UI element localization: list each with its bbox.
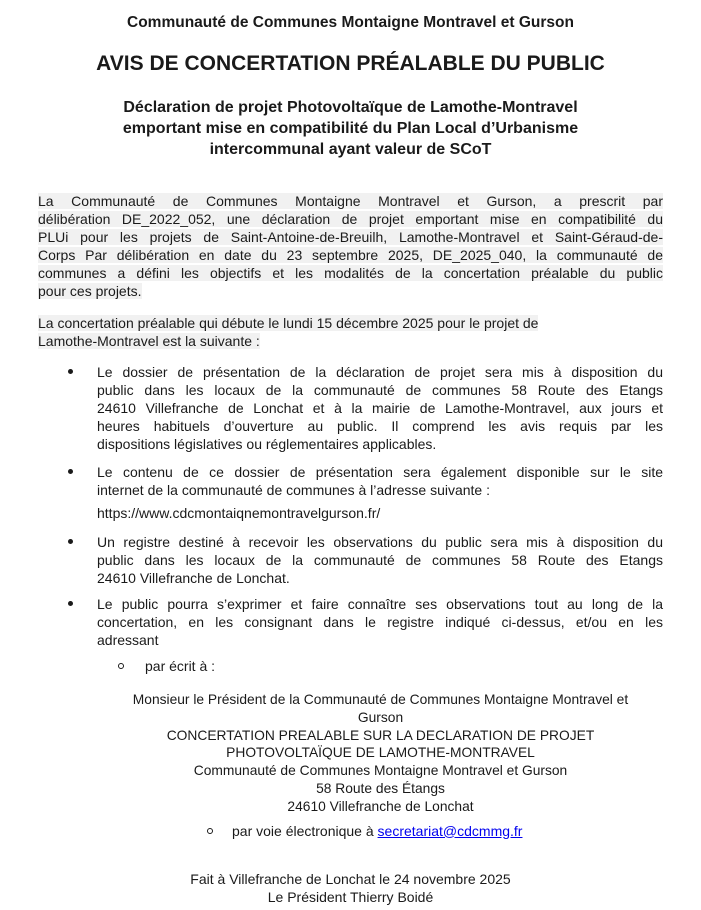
highlighted-text: Lamothe-Montravel est la suivante :	[38, 333, 260, 349]
address-line: Monsieur le Président de la Communauté de Communes Montaigne Montravel et	[132, 692, 629, 707]
signature-name-line: Le Président Thierry Boidé	[267, 888, 434, 905]
sub-bullet-label: par voie électronique à	[232, 822, 378, 839]
address-line: CONCERTATION PREALABLE SUR LA DECLARATION DE PROJET	[166, 727, 595, 743]
text-line: 24610 Villefranche de Lonchat.	[97, 570, 290, 586]
highlighted-text: communes a défini les objectifs et les modalités de la concertation préalable du public	[38, 265, 663, 281]
bullet-disc-icon	[68, 469, 73, 474]
text-line	[38, 332, 663, 350]
highlighted-text: Corps Par délibération en date du 23 septembre 2025, DE_2025_040, la communauté de	[38, 247, 663, 263]
text-line: public dans les locaux de la communauté de communes 58 Route des Etangs	[97, 382, 663, 398]
bullet-item-site-internet	[38, 463, 663, 522]
bullet-item-registre	[38, 533, 663, 587]
address-line: 24610 Villefranche de Lonchat	[287, 798, 474, 814]
text-line: public dans les locaux de la communauté de communes 58 Route des Etangs	[97, 552, 663, 568]
highlighted-text: délibération DE_2022_052, une déclaration de projet emportant mise en compatibilité du	[38, 211, 663, 227]
signature-date-line: Fait à Villefranche de Lonchat le 24 novembre 2025	[190, 870, 511, 887]
text-line	[38, 192, 663, 210]
highlighted-text: La concertation préalable qui débute le lundi 15 décembre 2025 pour le projet de	[38, 315, 539, 331]
email-link[interactable]: secretariat@cdcmmg.fr	[377, 822, 523, 839]
notice-title: AVIS DE CONCERTATION PRÉALABLE DU PUBLIC	[96, 52, 605, 75]
text-line	[38, 314, 663, 332]
intro-paragraph	[38, 192, 663, 300]
sub-bullet-voie-electronique	[38, 822, 663, 840]
sub-bullet-par-ecrit	[38, 657, 663, 675]
organization-name: Communauté de Communes Montaigne Montravel et Gurson	[127, 14, 574, 31]
text-line	[38, 228, 663, 246]
subtitle-line: Déclaration de projet Photovoltaïque de Lamothe-Montravel	[123, 99, 578, 116]
highlighted-text: La Communauté de Communes Montaigne Montravel et Gurson, a prescrit par	[38, 193, 663, 209]
bullet-disc-icon	[68, 369, 73, 374]
bullet-disc-icon	[68, 601, 73, 606]
text-line: Le public pourra s’exprimer et faire connaître ses observations tout au long de la	[97, 596, 663, 612]
text-line: dispositions législatives ou réglementaires applicables.	[97, 436, 437, 452]
highlighted-text: PLUi pour les projets de Saint-Antoine-de-Breuilh, Lamothe-Montravel et Saint-Géraud-de-	[38, 229, 663, 245]
text-line: internet de la communauté de communes à l’adresse suivante :	[97, 482, 490, 498]
text-line: Le contenu de ce dossier de présentation sera également disponible sur le site	[97, 464, 663, 480]
bullet-item-dossier	[38, 363, 663, 453]
text-line: heures habituels d’ouverture au public. Il comprend les avis requis par les	[97, 418, 663, 434]
text-line	[38, 246, 663, 264]
subtitle-line: emportant mise en compatibilité du Plan Local d’Urbanisme	[122, 120, 579, 137]
text-line: Un registre destiné à recevoir les observations du public sera mis à disposition du	[97, 534, 663, 550]
bullet-item-observations	[38, 595, 663, 649]
address-line: Communauté de Communes Montaigne Montravel et Gurson	[193, 763, 568, 779]
text-line: concertation, en les consignant dans le registre indiqué ci-dessus, et/ou en les	[97, 614, 663, 630]
website-url: https://www.cdcmontaiqnemontravelgurson.fr/	[97, 505, 381, 521]
bullet-disc-icon	[68, 539, 73, 544]
highlighted-text: pour ces projets.	[38, 283, 142, 299]
concertation-start-paragraph	[38, 314, 663, 350]
modalities-bullet-list	[38, 363, 663, 649]
text-line	[38, 264, 663, 282]
postal-address-block	[98, 691, 663, 816]
sub-bullet-label: par écrit à :	[145, 658, 216, 674]
text-line: adressant	[97, 632, 159, 648]
text-line	[38, 282, 663, 300]
address-line: Gurson	[357, 709, 404, 725]
bullet-circle-icon	[207, 828, 213, 834]
signature-block	[38, 870, 663, 906]
address-line: PHOTOVOLTAÏQUE DE LAMOTHE-MONTRAVEL	[226, 745, 535, 761]
text-line: Le dossier de présentation de la déclaration de projet sera mis à disposition du	[97, 364, 663, 380]
notice-subtitle	[38, 97, 663, 160]
bullet-circle-icon	[118, 663, 124, 669]
text-line: 24610 Villefranche de Lonchat et à la mairie de Lamothe-Montravel, aux jours et	[97, 400, 663, 416]
address-line: 58 Route des Étangs	[316, 780, 445, 796]
text-line	[38, 210, 663, 228]
subtitle-line: intercommunal ayant valeur de SCoT	[209, 141, 492, 158]
